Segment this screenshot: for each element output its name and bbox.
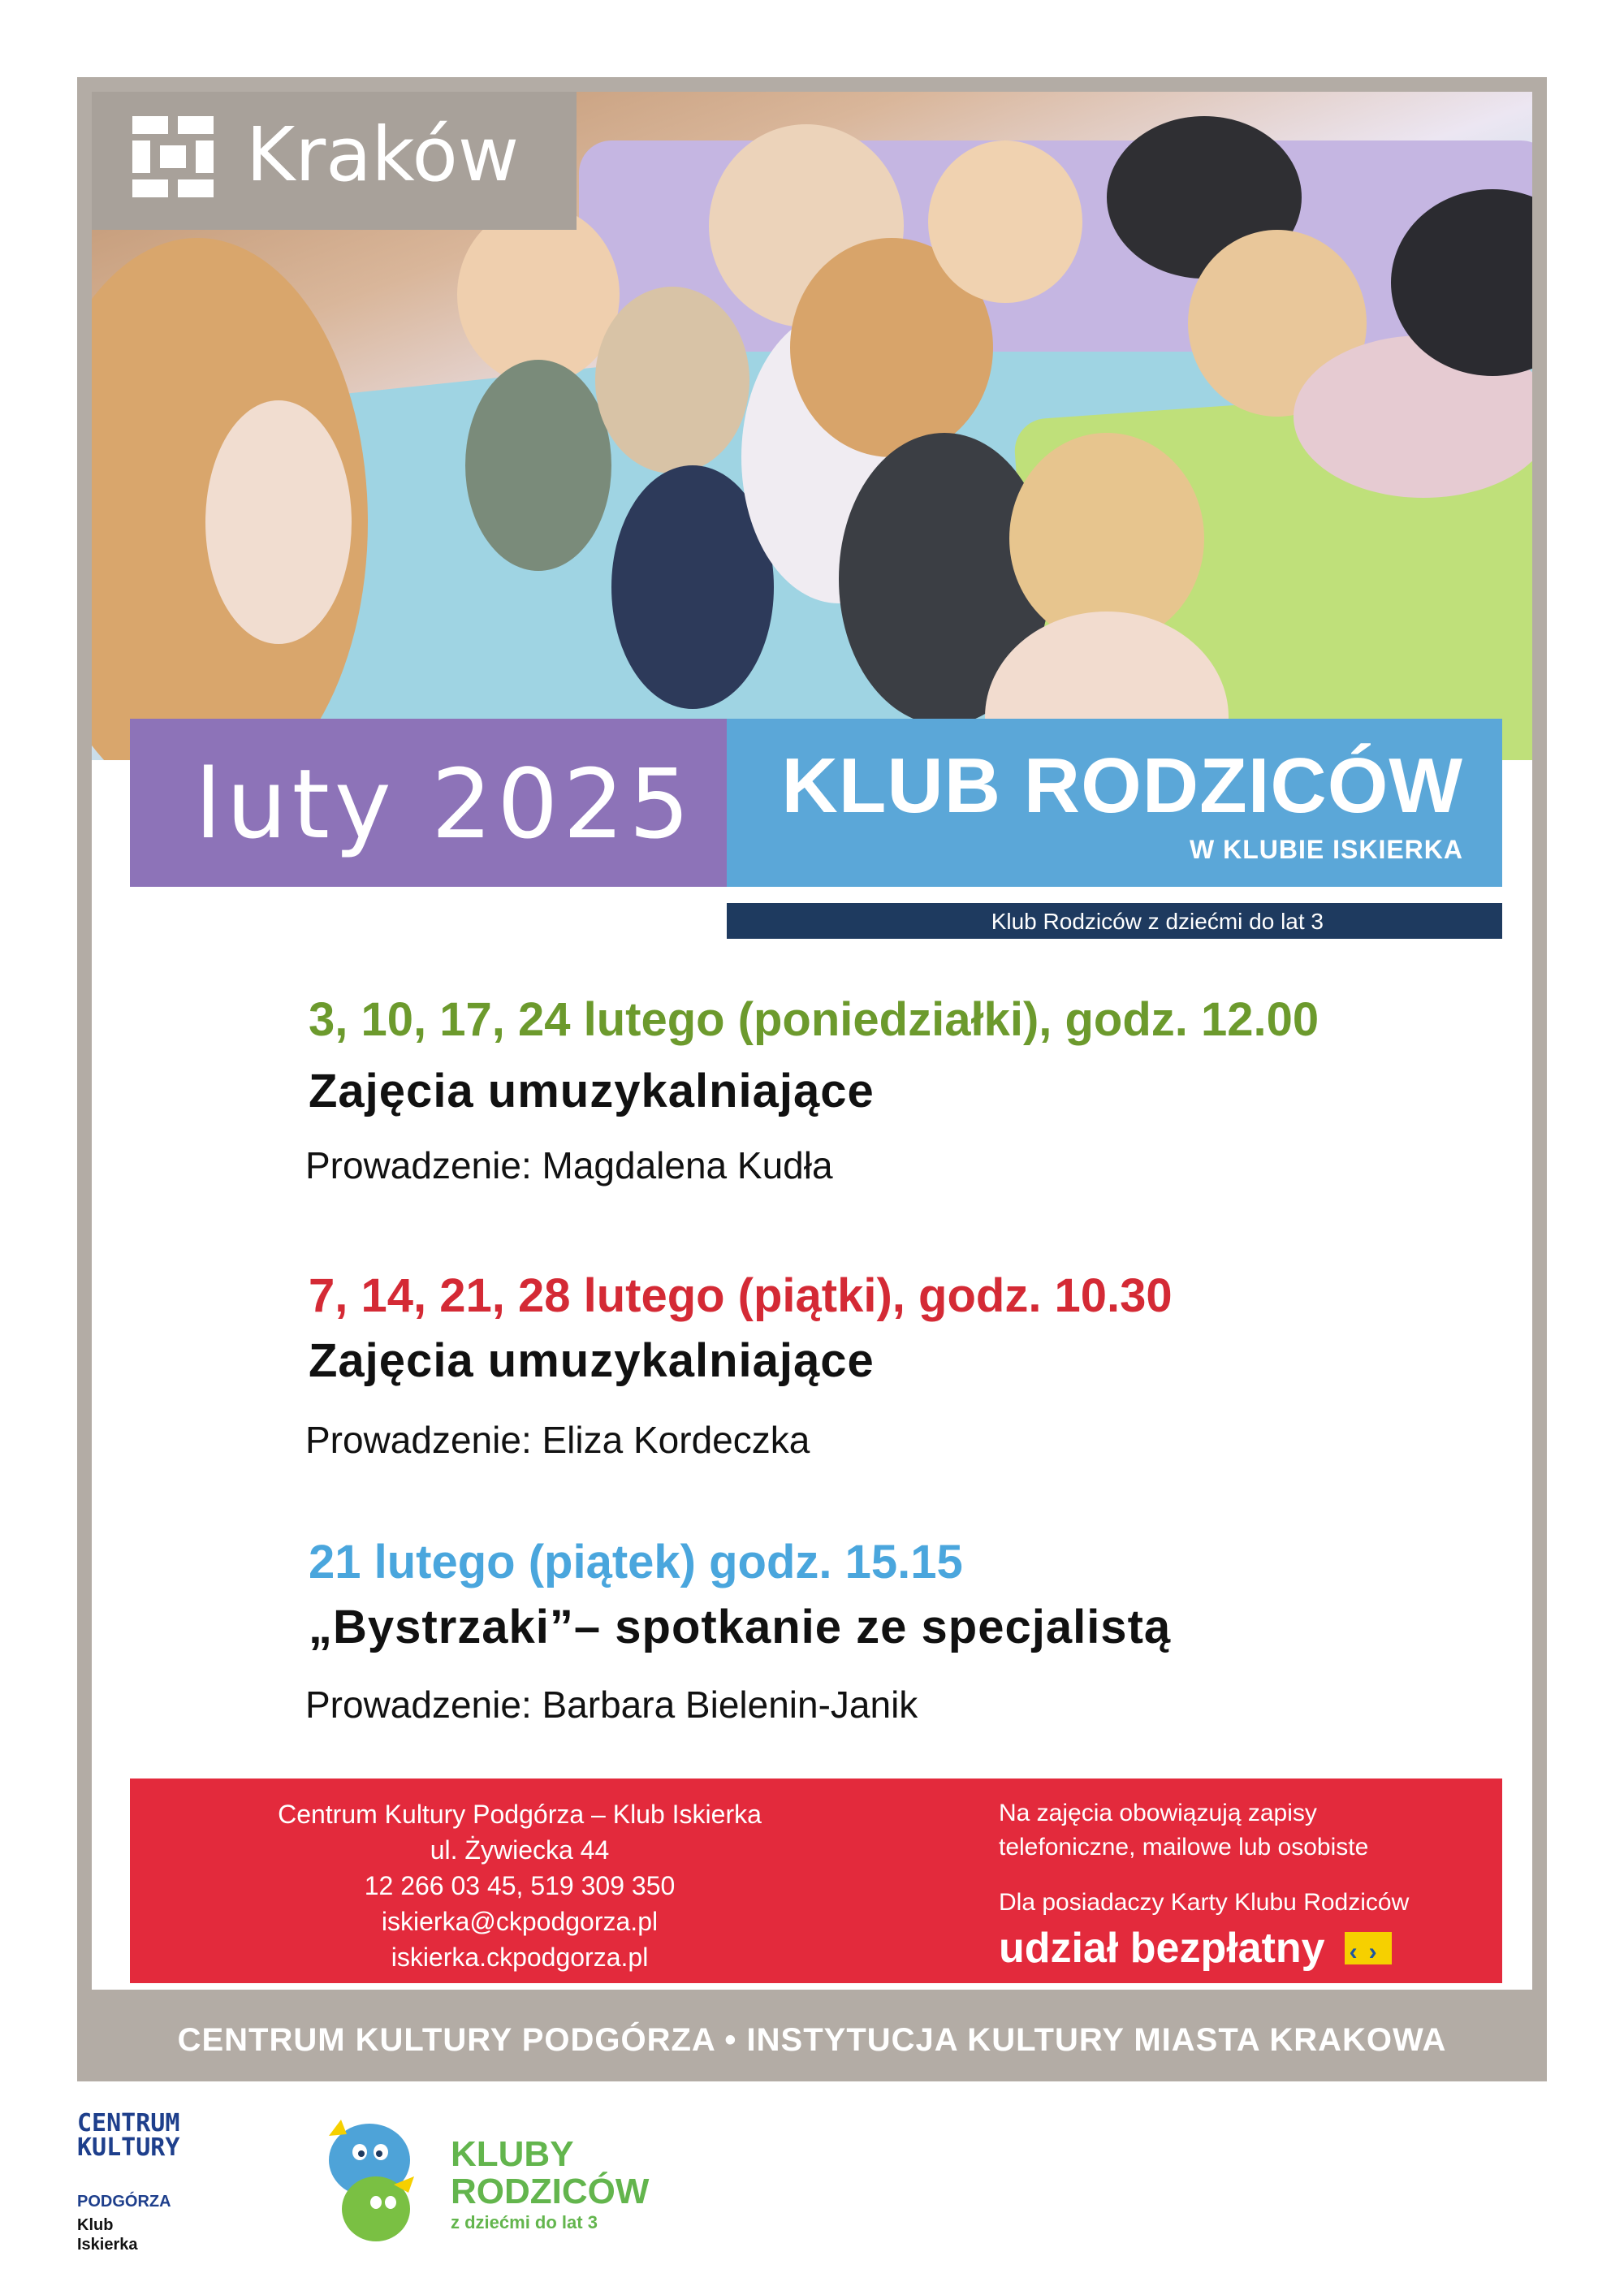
tagline: Klub Rodziców z dziećmi do lat 3 [991,909,1324,934]
kluby-logo-sub: z dziećmi do lat 3 [451,2212,598,2232]
footer-text: CENTRUM KULTURY PODGÓRZA • INSTYTUCJA KULTURY MIASTA KRAKOWA [177,2022,1447,2058]
free-participation [999,1925,1409,1972]
kluby-logo-line-1: KLUBY [451,2134,574,2174]
info-box [130,1779,1502,1983]
krakow-logo-text: Kraków [246,111,520,198]
tagline-bar [727,903,1502,939]
krakow-logo-icon [132,116,214,197]
kluby-rodzicow-logo [451,2136,649,2211]
free-label: udział bezpłatny [999,1925,1325,1972]
card-note: Dla posiadaczy Karty Klubu Rodziców [999,1889,1410,1916]
event-3-lead: Prowadzenie: Barbara Bielenin-Janik [305,1683,918,1726]
dragon-mascot-icon [313,2111,426,2250]
club-title-banner [727,719,1502,887]
signup-block [999,1796,1410,1972]
ck-logo-line-3: PODGÓRZA [77,2193,171,2211]
contact-block [130,1796,909,1975]
ck-logo-line-1: CENTRUM [77,2109,180,2137]
ck-podgorza-logo [77,2111,179,2160]
event-2-lead: Prowadzenie: Eliza Kordeczka [305,1419,810,1461]
event-1-date: 3, 10, 17, 24 lutego (poniedziałki), godz. 12.00 [309,993,1320,1046]
club-subtitle: W KLUBIE ISKIERKA [1190,835,1463,864]
signup-line-2: telefoniczne, mailowe lub osobiste [999,1834,1369,1861]
contact-email[interactable]: iskierka@ckpodgorza.pl [381,1907,659,1936]
event-2-date: 7, 14, 21, 28 lutego (piątki), godz. 10.30 [309,1269,1173,1322]
ck-klub-label [77,2215,138,2254]
event-2-title: Zajęcia umuzykalniające [309,1334,875,1387]
contact-website[interactable]: iskierka.ckpodgorza.pl [391,1943,649,1972]
contact-address: ul. Żywiecka 44 [430,1835,610,1865]
contact-phones: 12 266 03 45, 519 309 350 [364,1871,676,1900]
ck-logo-line-2: KULTURY [77,2133,180,2162]
event-3-date: 21 lutego (piątek) godz. 15.15 [309,1536,963,1588]
contact-name: Centrum Kultury Podgórza – Klub Iskierka [278,1800,762,1829]
event-1-title: Zajęcia umuzykalniające [309,1065,875,1117]
month-banner [130,719,727,887]
ck-klub-line-1: Klub [77,2216,114,2234]
krakow-logo [92,92,577,230]
ck-klub-line-2: Iskierka [77,2236,138,2254]
kluby-logo-line-2: RODZICÓW [451,2172,650,2211]
event-3-title: „Bystrzaki”– spotkanie ze specjalistą [309,1601,1172,1653]
event-1-lead: Prowadzenie: Magdalena Kudła [305,1144,833,1186]
card-icon: ‹ › [1345,1932,1392,1964]
club-title: KLUB RODZICÓW [781,742,1463,829]
month-label: luty 2025 [195,748,695,860]
signup-line-1: Na zajęcia obowiązują zapisy [999,1800,1317,1826]
